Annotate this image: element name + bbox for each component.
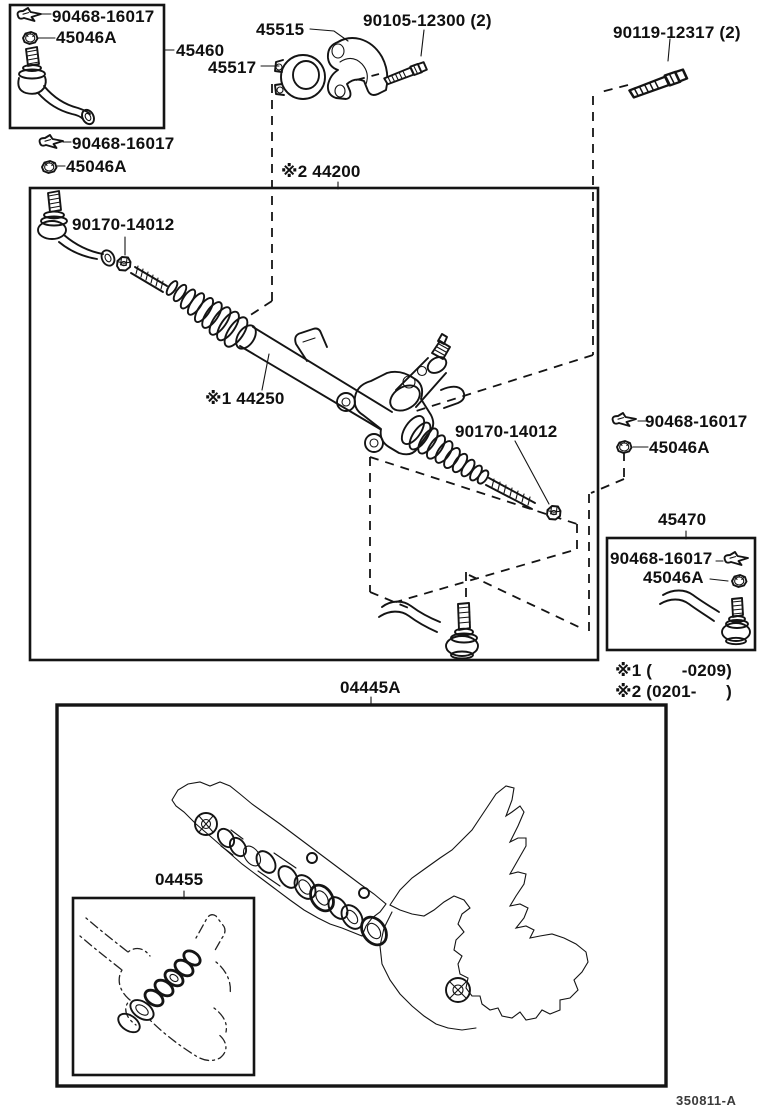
clip-icon: [613, 413, 636, 426]
part-label-nut-right: 45046A: [649, 438, 710, 457]
bolt-icon: [383, 62, 428, 85]
part-label-clip-loose: 90468-16017: [72, 134, 175, 153]
gasket-kit-drawing: [172, 782, 588, 1030]
clip-icon: [725, 552, 748, 565]
part-label-nut-loose: 45046A: [66, 157, 127, 176]
part-label-clip-45470-box: 90468-16017: [610, 549, 713, 568]
castle-nut-icon: [23, 32, 38, 44]
part-label-04455: 04455: [155, 870, 204, 889]
part-label-90119: 90119-12317 (2): [613, 23, 741, 42]
lock-nut-icon: [117, 257, 131, 271]
box-gasket-kit: [57, 705, 666, 1086]
part-label-90105: 90105-12300 (2): [363, 11, 492, 30]
part-label-44250: ※1 44250: [205, 389, 285, 408]
dashed-links: [249, 74, 628, 632]
part-label-90170-right: 90170-14012: [455, 422, 558, 441]
clip-icon: [18, 8, 41, 21]
part-label-45460: 45460: [176, 41, 225, 60]
footnote-1: ※1 ( -0209): [615, 661, 733, 680]
clip-icon: [40, 135, 63, 148]
part-label-45515: 45515: [256, 20, 305, 39]
part-label-nut-left-box: 45046A: [56, 28, 117, 47]
part-label-44200: ※2 44200: [281, 162, 361, 181]
castle-nut-icon: [42, 161, 57, 173]
box-valve-kit: [73, 898, 254, 1075]
bracket-drawing: [328, 38, 387, 99]
part-label-45470: 45470: [658, 510, 707, 529]
part-label-04445A: 04445A: [340, 678, 401, 697]
castle-nut-icon: [732, 575, 747, 587]
part-label-clip-left-box: 90468-16017: [52, 7, 155, 26]
part-label-nut-45470-box: 45046A: [643, 568, 704, 587]
part-label-45517: 45517: [208, 58, 257, 77]
figure-code: 350811-A: [676, 1093, 737, 1108]
valve-kit-drawing: [80, 915, 230, 1061]
part-label-clip-right: 90468-16017: [645, 412, 748, 431]
part-label-90170-left: 90170-14012: [72, 215, 175, 234]
clamp-drawing: [275, 55, 325, 99]
footnote-2: ※2 (0201- ): [615, 682, 733, 701]
bolt-icon: [628, 69, 689, 98]
lock-nut-icon: [547, 506, 561, 520]
castle-nut-icon: [617, 441, 632, 453]
